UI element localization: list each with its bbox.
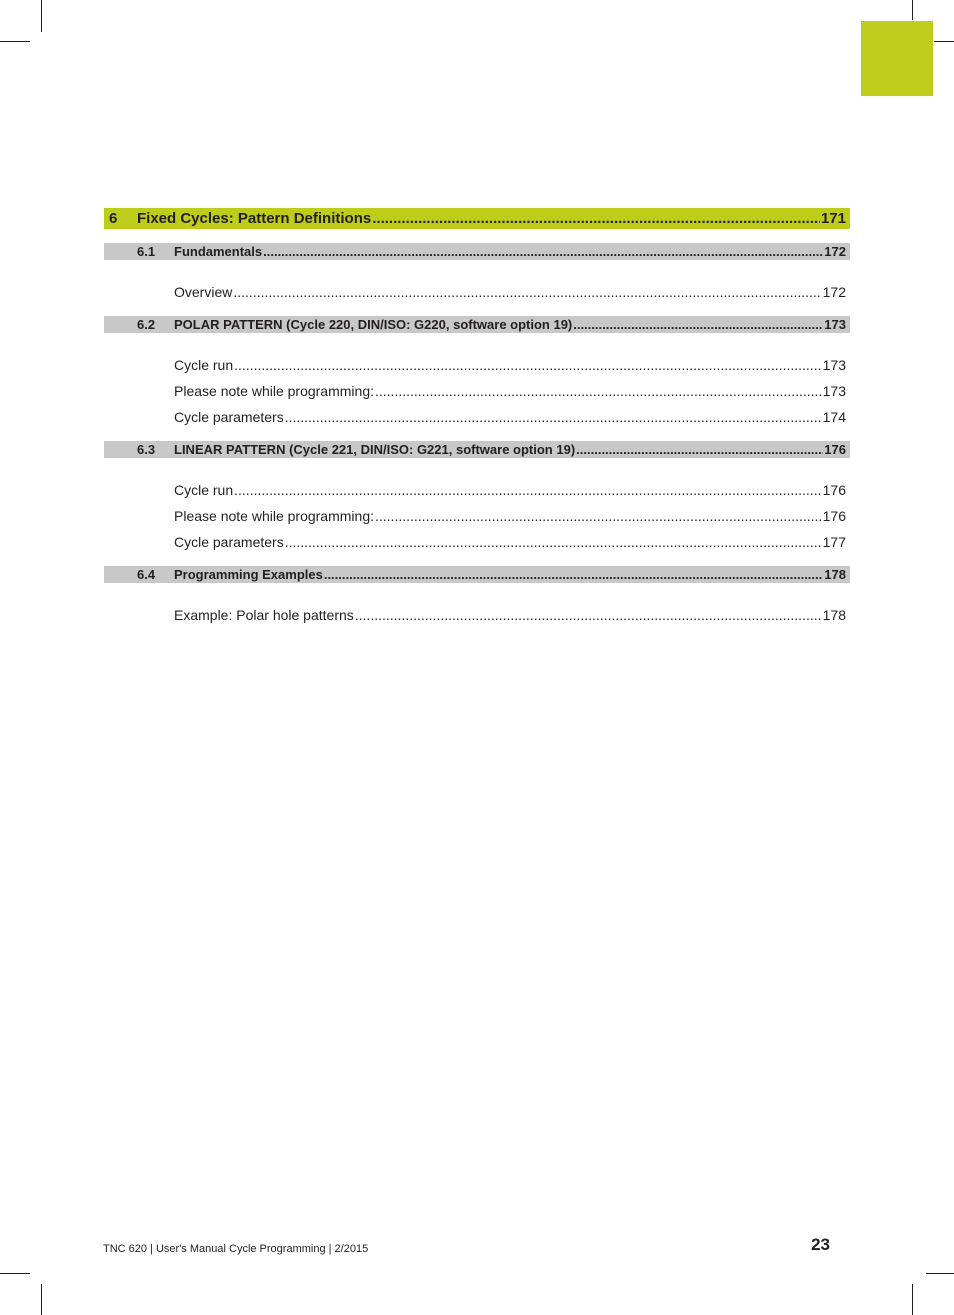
crop-mark [912,1284,913,1315]
entry-title: Example: Polar hole patterns [174,607,354,623]
dot-leader [573,317,823,332]
section-page: 178 [824,567,846,582]
crop-mark [934,41,954,42]
crop-mark [41,0,42,32]
page-number: 23 [811,1235,830,1254]
dot-leader [285,529,822,555]
section-title: Fundamentals [174,244,263,259]
section-page: 173 [824,317,846,332]
entry-page: 176 [822,508,846,524]
crop-mark [0,41,30,42]
toc-section-row[interactable] [104,441,850,458]
entry-title: Please note while programming: [174,508,374,524]
chapter-title: Fixed Cycles: Pattern Definitions [137,210,372,227]
toc-section-row[interactable] [104,566,850,583]
section-number: 6.2 [137,317,156,332]
section-title: POLAR PATTERN (Cycle 220, DIN/ISO: G220, software option 19) [174,317,573,332]
entry-page: 172 [822,284,846,300]
toc-entry-row[interactable] [104,404,850,430]
entry-page: 173 [822,357,846,373]
section-title: LINEAR PATTERN (Cycle 221, DIN/ISO: G221, software option 19) [174,442,576,457]
crop-mark [0,1273,30,1274]
section-number: 6.1 [137,244,156,259]
toc-chapter-row[interactable] [104,208,850,229]
entry-title: Cycle parameters [174,409,284,425]
toc-entry-row[interactable] [104,352,850,378]
entry-title: Please note while programming: [174,383,374,399]
crop-mark [41,1284,42,1315]
entry-page: 176 [822,482,846,498]
entry-page: 178 [822,607,846,623]
toc-entry-row[interactable] [104,378,850,404]
table-of-contents [104,208,850,628]
section-page: 172 [824,244,846,259]
section-number: 6.4 [137,567,156,582]
crop-mark [912,0,913,20]
dot-leader [375,503,822,529]
dot-leader [234,477,822,503]
entry-title: Overview [174,284,233,300]
dot-leader [234,352,822,378]
entry-title: Cycle run [174,357,234,373]
crop-mark [926,1273,954,1274]
dot-leader [285,404,822,430]
dot-leader [263,244,823,259]
entry-page: 177 [822,534,846,550]
section-page: 176 [824,442,846,457]
toc-entry-row[interactable] [104,279,850,305]
dot-leader [375,378,822,404]
toc-section-row[interactable] [104,316,850,333]
dot-leader [324,567,823,582]
dot-leader [372,210,820,227]
chapter-page: 171 [820,210,846,227]
chapter-number: 6 [109,210,118,227]
dot-leader [355,602,822,628]
dot-leader [576,442,823,457]
entry-title: Cycle parameters [174,534,284,550]
toc-entry-row[interactable] [104,529,850,555]
toc-entry-row[interactable] [104,477,850,503]
section-title: Programming Examples [174,567,323,582]
entry-page: 174 [822,409,846,425]
entry-title: Cycle run [174,482,234,498]
footer-text: TNC 620 | User's Manual Cycle Programming | 2/2015 [103,1243,369,1255]
toc-entry-row[interactable] [104,503,850,529]
chapter-tab-marker [861,21,933,96]
toc-section-row[interactable] [104,243,850,260]
entry-page: 173 [822,383,846,399]
toc-entry-row[interactable] [104,602,850,628]
section-number: 6.3 [137,442,156,457]
dot-leader [233,279,821,305]
